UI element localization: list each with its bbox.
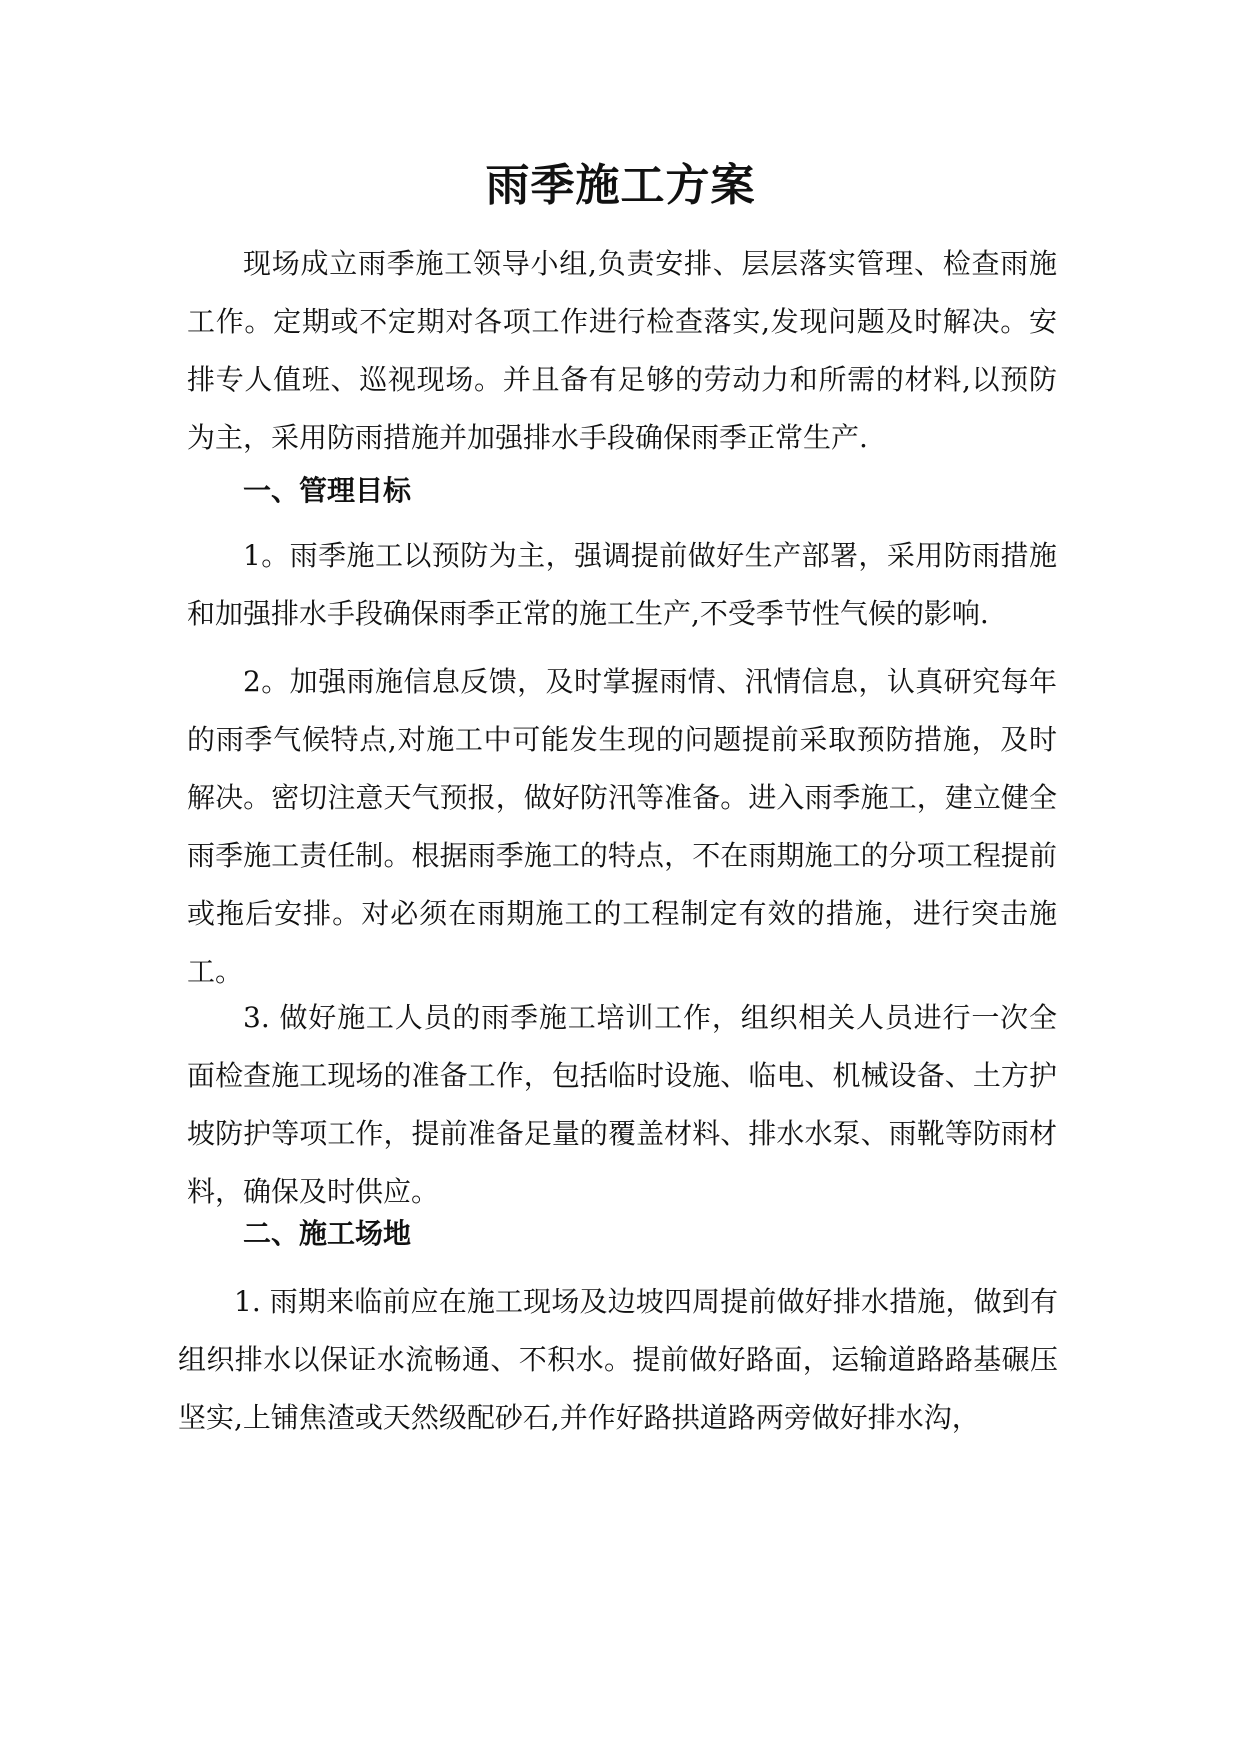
section-heading-construction-site: 二、施工场地 [243,1217,412,1250]
intro-paragraph: 现场成立雨季施工领导小组,负责安排、层层落实管理、检查雨施工作。定期或不定期对各项工作进行检查落实,发现问题及时解决。安排专人值班、巡视现场。并且备有足够的劳动力和所需的材料,以预防为主，采用防雨措施并加强排水手段确保雨季正常生产. [187,247,1057,454]
page-title: 雨季施工方案 [485,160,756,211]
section-heading-management-goals: 一、管理目标 [243,474,412,507]
construction-site-item-1: 1. 雨期来临前应在施工现场及边坡四周提前做好排水措施，做到有组织排水以保证水流畅通、不积水。提前做好路面，运输道路路基碾压坚实,上铺焦渣或天然级配砂石,并作好路拱道路两旁做好排水沟， [178,1285,1058,1434]
management-goal-item-1: 1。雨季施工以预防为主，强调提前做好生产部署，采用防雨措施和加强排水手段确保雨季正常的施工生产,不受季节性气候的影响. [187,539,1057,630]
management-goal-item-3: 3. 做好施工人员的雨季施工培训工作，组织相关人员进行一次全面检查施工现场的准备工作，包括临时设施、临电、机械设备、土方护坡防护等项工作，提前准备足量的覆盖材料、排水水泵、雨靴等防雨材料，确保及时供应。 [187,1001,1057,1208]
management-goal-item-2: 2。加强雨施信息反馈，及时掌握雨情、汛情信息，认真研究每年的雨季气候特点,对施工中可能发生现的问题提前采取预防措施，及时解决。密切注意天气预报，做好防汛等准备。进入雨季施工，建立健全雨季施工责任制。根据雨季施工的特点，不在雨期施工的分项工程提前或拖后安排。对必须在雨期施工的工程制定有效的措施，进行突击施工。 [187,665,1057,988]
